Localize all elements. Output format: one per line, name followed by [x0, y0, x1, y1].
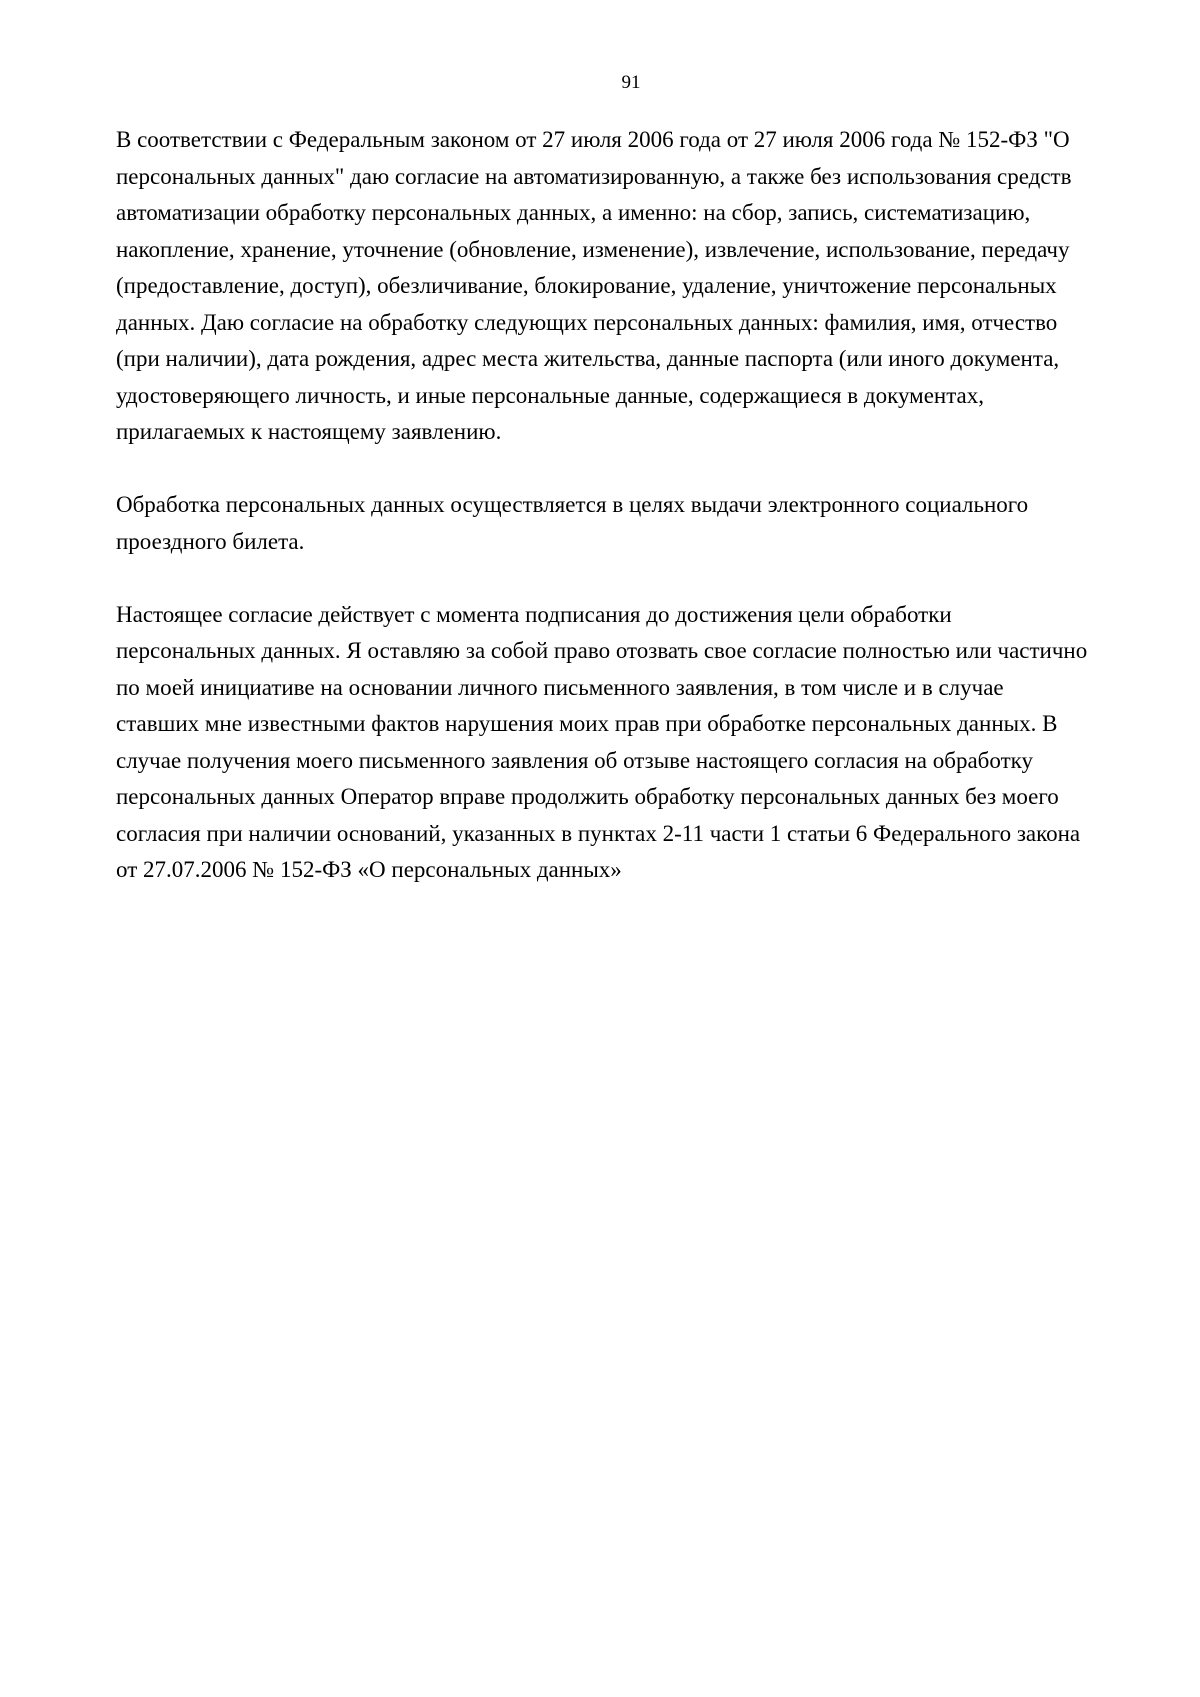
text-line: накопление, хранение, уточнение (обновление, изменение), извлечение, использование, передачу: [116, 236, 1070, 262]
text-line: случае получения моего письменного заявления об отзыве настоящего согласия на обработку: [116, 747, 1033, 773]
text-line: Обработка персональных данных осуществляется в целях выдачи электронного социального: [116, 492, 1029, 517]
paragraph-processing-purpose: [116, 487, 1176, 560]
text-line: персональных данных. Я оставляю за собой право отозвать свое согласие полностью или частично: [116, 638, 1088, 663]
text-line: персональных данных Оператор вправе продолжить обработку персональных данных без моего: [116, 784, 1059, 809]
text-line: ставших мне известными фактов нарушения моих прав при обработке персональных данных. В: [116, 711, 1058, 736]
text-line: удостоверяющего личность, и иные персональные данные, содержащиеся в документах,: [116, 382, 985, 408]
paragraph-spacer: [116, 451, 1176, 488]
text-line: (предоставление, доступ), обезличивание, блокирование, удаление, уничтожение персональных: [116, 273, 1057, 298]
text-line: по моей инициативе на основании личного письменного заявления, в том числе и в случае: [116, 674, 1004, 700]
text-line: данных. Даю согласие на обработку следующих персональных данных: фамилия, имя, отчество: [116, 309, 1058, 335]
text-line: (при наличии), дата рождения, адрес места жительства, данные паспорта (или иного документа,: [116, 346, 1060, 371]
text-line: прилагаемых к настоящему заявлению.: [116, 419, 502, 444]
text-line: Настоящее согласие действует с момента подписания до достижения цели обработки: [116, 601, 952, 627]
page-number: 91: [621, 72, 641, 93]
text-line: от 27.07.2006 № 152-ФЗ «О персональных данных»: [116, 857, 622, 882]
paragraph-spacer: [116, 560, 1176, 597]
text-line: персональных данных" даю согласие на автоматизированную, а также без использования средств: [116, 163, 1072, 189]
paragraph-consent-scope: [116, 122, 1176, 451]
paragraph-consent-term: [116, 597, 1176, 889]
text-line: согласия при наличии оснований, указанных в пунктах 2-11 части 1 статьи 6 Федерального закона: [116, 820, 1081, 846]
text-line: В соответствии с Федеральным законом от 27 июля 2006 года от 27 июля 2006 года № 152-ФЗ "О: [116, 127, 1070, 152]
text-line: автоматизации обработку персональных данных, а именно: на сбор, запись, систематизацию,: [116, 200, 1031, 225]
text-line: проездного билета.: [116, 528, 305, 554]
document-body: [116, 122, 1176, 889]
